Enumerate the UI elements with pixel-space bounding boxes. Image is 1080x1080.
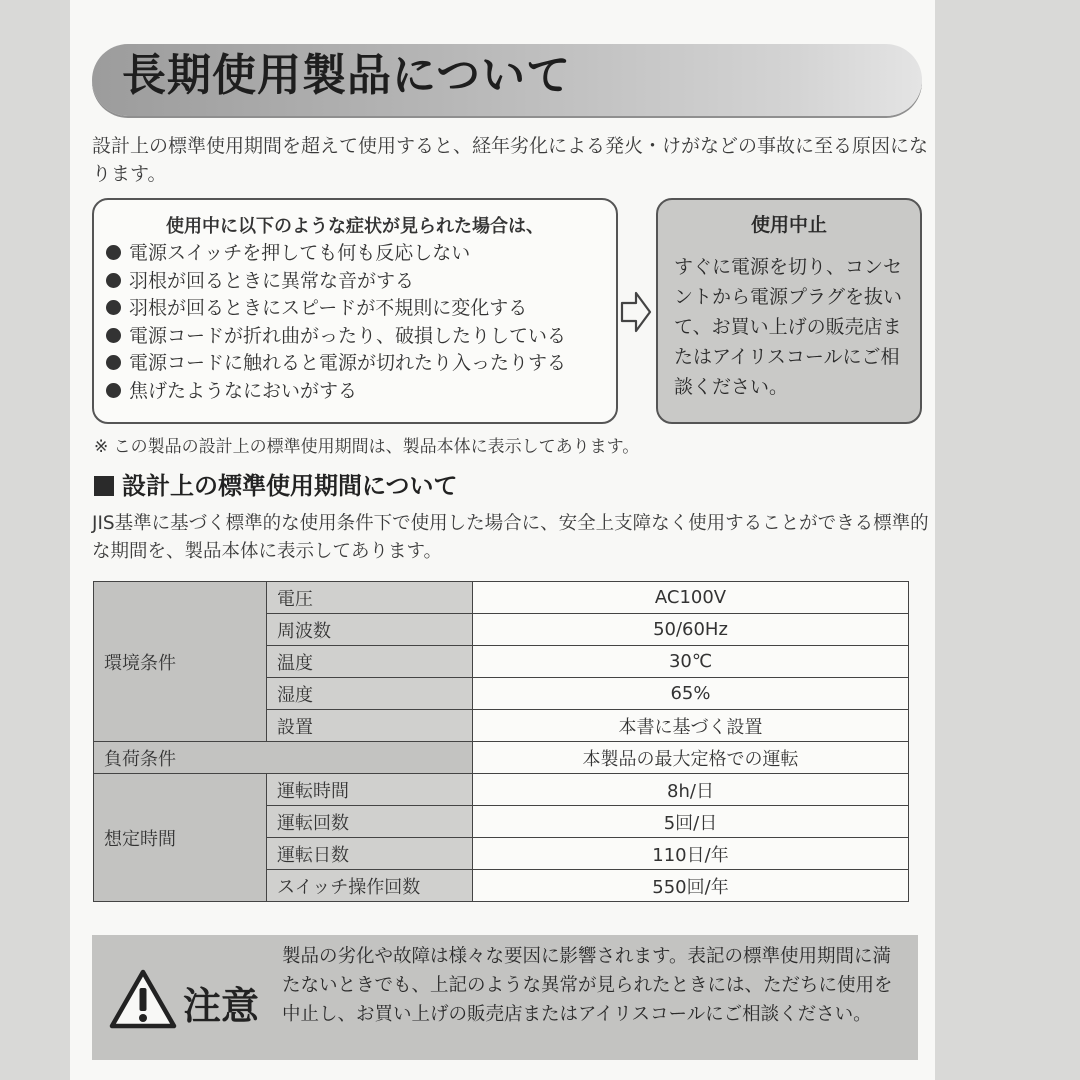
- item-cell: 運転日数: [267, 838, 473, 870]
- list-item: [106, 323, 566, 351]
- list-item: [106, 240, 566, 268]
- value-cell: 550回/年: [473, 870, 909, 902]
- list-item: [106, 268, 566, 296]
- value-cell: 30℃: [473, 646, 909, 678]
- symptom-text: 電源スイッチを押しても何も反応しない: [129, 242, 471, 264]
- item-cell: 設置: [267, 710, 473, 742]
- list-item: [106, 350, 566, 378]
- bullet-icon: [106, 273, 121, 288]
- list-item: [106, 378, 566, 406]
- value-cell: 65%: [473, 678, 909, 710]
- value-cell: 本製品の最大定格での運転: [473, 742, 909, 774]
- item-cell: 電圧: [267, 582, 473, 614]
- group-label-load: 負荷条件: [94, 742, 473, 774]
- caution-text: 製品の劣化や故障は様々な要因に影響されます。表記の標準使用期間に満たないときでも、上記のような異常が見られたときには、ただちに使用を中止し、お買い上げの販売店またはアイリスコールにご相談ください。: [282, 946, 893, 1025]
- value-cell: 110日/年: [473, 838, 909, 870]
- value-cell: 本書に基づく設置: [473, 710, 909, 742]
- value-cell: AC100V: [473, 582, 909, 614]
- symptom-text: 焦げたようなにおいがする: [129, 379, 358, 402]
- stop-heading: 使用中止: [750, 214, 827, 236]
- footnote: ※ この製品の設計上の標準使用期間は、製品本体に表示してあります。: [94, 437, 640, 457]
- warning-icon: [108, 968, 178, 1030]
- symptom-box: [92, 198, 618, 424]
- table-row: [94, 582, 909, 614]
- intro-text: 設計上の標準使用期間を超えて使用すると、経年劣化による発火・けがなどの事故に至る原因になります。: [92, 135, 929, 185]
- table-row: [94, 742, 909, 774]
- symptom-text: 電源コードが折れ曲がったり、破損したりしている: [129, 324, 567, 347]
- page-title: 長期使用製品について: [122, 50, 572, 101]
- item-cell: 湿度: [267, 678, 473, 710]
- group-label-time: 想定時間: [94, 774, 267, 902]
- item-cell: 温度: [267, 646, 473, 678]
- item-cell: 運転回数: [267, 806, 473, 838]
- group-label-env: 環境条件: [94, 582, 267, 742]
- value-cell: 8h/日: [473, 774, 909, 806]
- section-heading-text: 設計上の標準使用期間について: [122, 472, 458, 500]
- section-heading: [94, 466, 458, 501]
- bullet-icon: [106, 300, 121, 315]
- square-bullet-icon: [94, 476, 114, 496]
- symptom-heading: 使用中に以下のような症状が見られた場合は、: [166, 216, 544, 237]
- stop-box: [656, 198, 922, 424]
- table-row: [94, 774, 909, 806]
- bullet-icon: [106, 245, 121, 260]
- symptom-text: 羽根が回るときにスピードが不規則に変化する: [129, 297, 528, 319]
- spec-table: [93, 581, 909, 902]
- bullet-icon: [106, 383, 121, 398]
- value-cell: 5回/日: [473, 806, 909, 838]
- item-cell: スイッチ操作回数: [267, 870, 473, 902]
- item-cell: 運転時間: [267, 774, 473, 806]
- bullet-icon: [106, 328, 121, 343]
- symptom-text: 電源コードに触れると電源が切れたり入ったりする: [129, 352, 567, 374]
- section-text: JIS基準に基づく標準的な使用条件下で使用した場合に、安全上支障なく使用することができる標準的な期間を、製品本体に表示してあります。: [92, 513, 929, 562]
- symptom-list: [106, 240, 566, 405]
- bullet-icon: [106, 355, 121, 370]
- caution-label: 注意: [183, 984, 260, 1028]
- symptom-text: 羽根が回るときに異常な音がする: [129, 269, 415, 292]
- stop-text: すぐに電源を切り、コンセントから電源プラグを抜いて、お買い上げの販売店またはアイリスコールにご相談ください。: [674, 256, 903, 398]
- value-cell: 50/60Hz: [473, 614, 909, 646]
- list-item: [106, 295, 566, 323]
- arrow-right-icon: [620, 290, 652, 334]
- item-cell: 周波数: [267, 614, 473, 646]
